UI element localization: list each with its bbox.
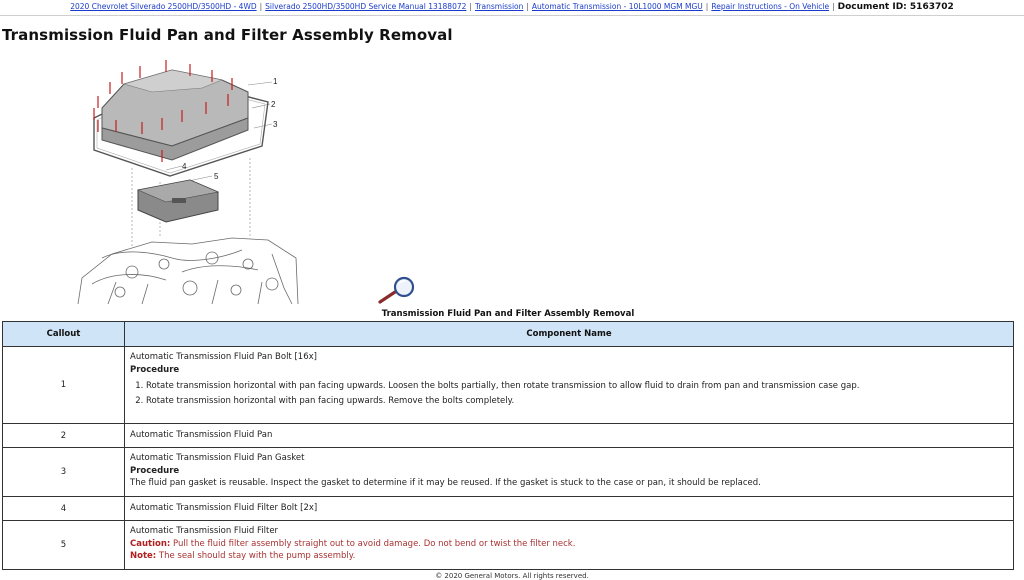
callout-label-1: 1 xyxy=(273,77,278,86)
procedure-label: Procedure xyxy=(130,465,180,476)
components-table xyxy=(2,321,1014,570)
table-row xyxy=(3,497,1014,521)
component-cell xyxy=(125,521,1014,570)
procedure-steps xyxy=(130,380,1008,407)
table-row xyxy=(3,347,1014,424)
page-title: Transmission Fluid Pan and Filter Assembly Removal xyxy=(2,26,453,44)
magnifier-icon[interactable] xyxy=(376,276,418,304)
breadcrumb-separator: | xyxy=(259,2,263,11)
breadcrumb-separator: | xyxy=(469,2,472,11)
transmission-pan-illustration[interactable] xyxy=(72,58,304,306)
callout-label-3: 3 xyxy=(273,120,278,129)
column-header-callout: Callout xyxy=(3,322,125,347)
note-text: The seal should stay with the pump assembly. xyxy=(158,551,356,561)
breadcrumb xyxy=(0,0,1024,14)
component-cell xyxy=(125,424,1014,448)
callout-label-2: 2 xyxy=(271,100,276,109)
copyright-footer: © 2020 General Motors. All rights reserved. xyxy=(435,572,589,580)
table-row xyxy=(3,424,1014,448)
breadcrumb-link-vehicle[interactable]: 2020 Chevrolet Silverado 2500HD/3500HD - 4WD xyxy=(70,2,257,11)
component-name: Automatic Transmission Fluid Filter xyxy=(130,526,279,536)
figure-caption: Transmission Fluid Pan and Filter Assembly Removal xyxy=(381,309,635,319)
note-label: Note: xyxy=(130,551,157,561)
component-cell xyxy=(125,448,1014,497)
component-name: Automatic Transmission Fluid Pan Bolt [16x] xyxy=(130,352,317,362)
table-row xyxy=(3,521,1014,570)
procedure-step: 2. Rotate transmission horizontal with pan facing upwards. Remove the bolts completely. xyxy=(146,395,1008,408)
callout-cell: 3 xyxy=(3,448,125,497)
callout-cell: 4 xyxy=(3,497,125,521)
component-name: Automatic Transmission Fluid Pan Gasket xyxy=(130,453,305,463)
procedure-text: The fluid pan gasket is reusable. Inspect the gasket to determine if it may be reused. If the gasket is stuck to the case or pan, it should be replaced. xyxy=(130,478,761,488)
breadcrumb-link-manual[interactable]: Silverado 2500HD/3500HD Service Manual 13188072 xyxy=(265,2,467,11)
header-divider xyxy=(0,15,1024,16)
breadcrumb-separator: | xyxy=(705,2,709,11)
breadcrumb-separator: | xyxy=(526,2,529,11)
caution-text: Pull the fluid filter assembly straight out to avoid damage. Do not bend or twist the filter neck. xyxy=(173,538,576,549)
caution-line xyxy=(130,538,1008,551)
callout-label-5: 5 xyxy=(214,172,219,181)
procedure-step: 1. Rotate transmission horizontal with pan facing upwards. Loosen the bolts partially, then rotate transmission to allow fluid to drain from pan and transmission case gap. xyxy=(146,380,1008,393)
note-line xyxy=(130,550,1008,563)
table-row xyxy=(3,448,1014,497)
callout-cell: 1 xyxy=(3,347,125,424)
breadcrumb-separator: | xyxy=(832,2,835,11)
breadcrumb-link-automatic-transmission[interactable]: Automatic Transmission - 10L1000 MGM MGU xyxy=(531,2,703,11)
component-name: Automatic Transmission Fluid Pan xyxy=(130,430,273,441)
breadcrumb-link-repair-instructions[interactable]: Repair Instructions - On Vehicle xyxy=(711,2,830,11)
callout-label-4: 4 xyxy=(182,162,187,171)
breadcrumb-link-transmission[interactable]: Transmission xyxy=(474,2,524,11)
callout-cell: 5 xyxy=(3,521,125,570)
component-cell xyxy=(125,497,1014,521)
document-id: Document ID: 5163702 xyxy=(837,2,954,12)
column-header-component: Component Name xyxy=(125,322,1014,347)
table-header-row xyxy=(3,322,1014,347)
component-name: Automatic Transmission Fluid Filter Bolt [2x] xyxy=(130,503,318,514)
callout-cell: 2 xyxy=(3,424,125,448)
caution-label: Caution: xyxy=(130,538,171,549)
procedure-label: Procedure xyxy=(130,364,180,375)
component-cell xyxy=(125,347,1014,424)
